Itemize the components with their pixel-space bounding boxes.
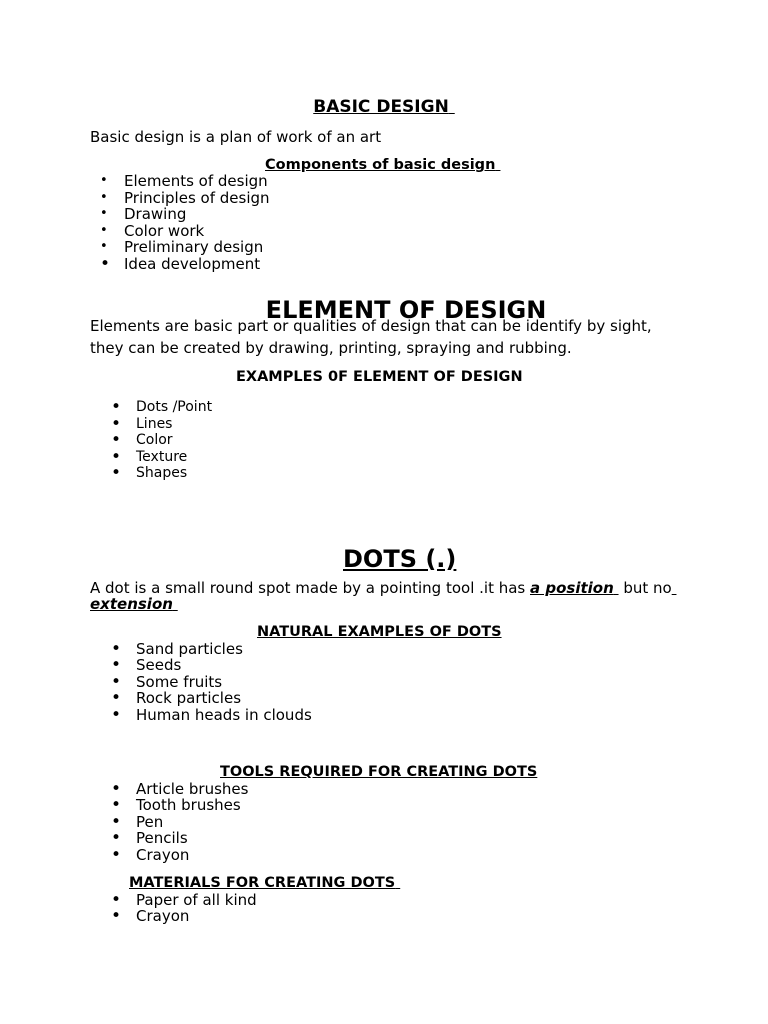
components-list <box>124 173 270 273</box>
list-item: • Paper of all kind <box>136 892 257 908</box>
materials-list <box>136 892 257 925</box>
list-item: • Pen <box>136 814 248 830</box>
components-heading-text: Components of basic design <box>265 157 496 173</box>
dots-emphasis-position: a position <box>530 579 614 597</box>
list-item: • Dots /Point <box>136 399 212 416</box>
examples-heading: EXAMPLES 0F ELEMENT OF DESIGN <box>236 369 523 385</box>
page-title-basic-design <box>0 97 768 117</box>
list-item: • Elements of design <box>124 173 270 190</box>
list-item: • Seeds <box>136 657 312 673</box>
tools-list <box>136 781 248 863</box>
list-item: • Preliminary design <box>124 239 270 256</box>
natural-examples-list <box>136 641 312 723</box>
list-item: • Color work <box>124 223 270 240</box>
list-item: • Idea development <box>124 256 270 273</box>
tools-heading: TOOLS REQUIRED FOR CREATING DOTS <box>220 764 538 780</box>
title-text: BASIC DESIGN <box>313 97 449 117</box>
list-item: • Human heads in clouds <box>136 707 312 723</box>
dots-definition-middle: but no <box>618 579 672 597</box>
elements-paragraph-line-2: they can be created by drawing, printing, spraying and rubbing. <box>90 339 572 357</box>
list-item: • Crayon <box>136 908 257 924</box>
list-item: • Principles of design <box>124 190 270 207</box>
list-item: • Shapes <box>136 465 212 482</box>
examples-list <box>136 399 212 482</box>
materials-heading <box>129 875 400 891</box>
dots-emphasis-extension: extension <box>90 595 173 613</box>
list-item: • Article brushes <box>136 781 248 797</box>
list-item: • Drawing <box>124 206 270 223</box>
list-item: • Some fruits <box>136 674 312 690</box>
components-heading <box>265 157 500 173</box>
list-item: • Rock particles <box>136 690 312 706</box>
list-item: • Tooth brushes <box>136 797 248 813</box>
basic-design-intro: Basic design is a plan of work of an art <box>90 128 382 146</box>
list-item: • Color <box>136 432 212 449</box>
section-title-dots: DOTS (.) <box>343 545 457 573</box>
natural-examples-heading: NATURAL EXAMPLES OF DOTS <box>257 624 502 640</box>
list-item: • Lines <box>136 416 212 433</box>
elements-paragraph-line-1: Elements are basic part or qualities of design that can be identify by sight, <box>90 317 652 335</box>
dots-definition-text: A dot is a small round spot made by a pointing tool .it has <box>90 579 530 597</box>
list-item: • Pencils <box>136 830 248 846</box>
list-item: • Texture <box>136 449 212 466</box>
list-item: • Crayon <box>136 847 248 863</box>
list-item: • Sand particles <box>136 641 312 657</box>
section-title-element-of-design: ELEMENT OF DESIGN <box>265 296 547 324</box>
dots-definition-line-2 <box>90 593 178 615</box>
materials-heading-text: MATERIALS FOR CREATING DOTS <box>129 875 396 891</box>
dots-definition <box>90 577 676 599</box>
